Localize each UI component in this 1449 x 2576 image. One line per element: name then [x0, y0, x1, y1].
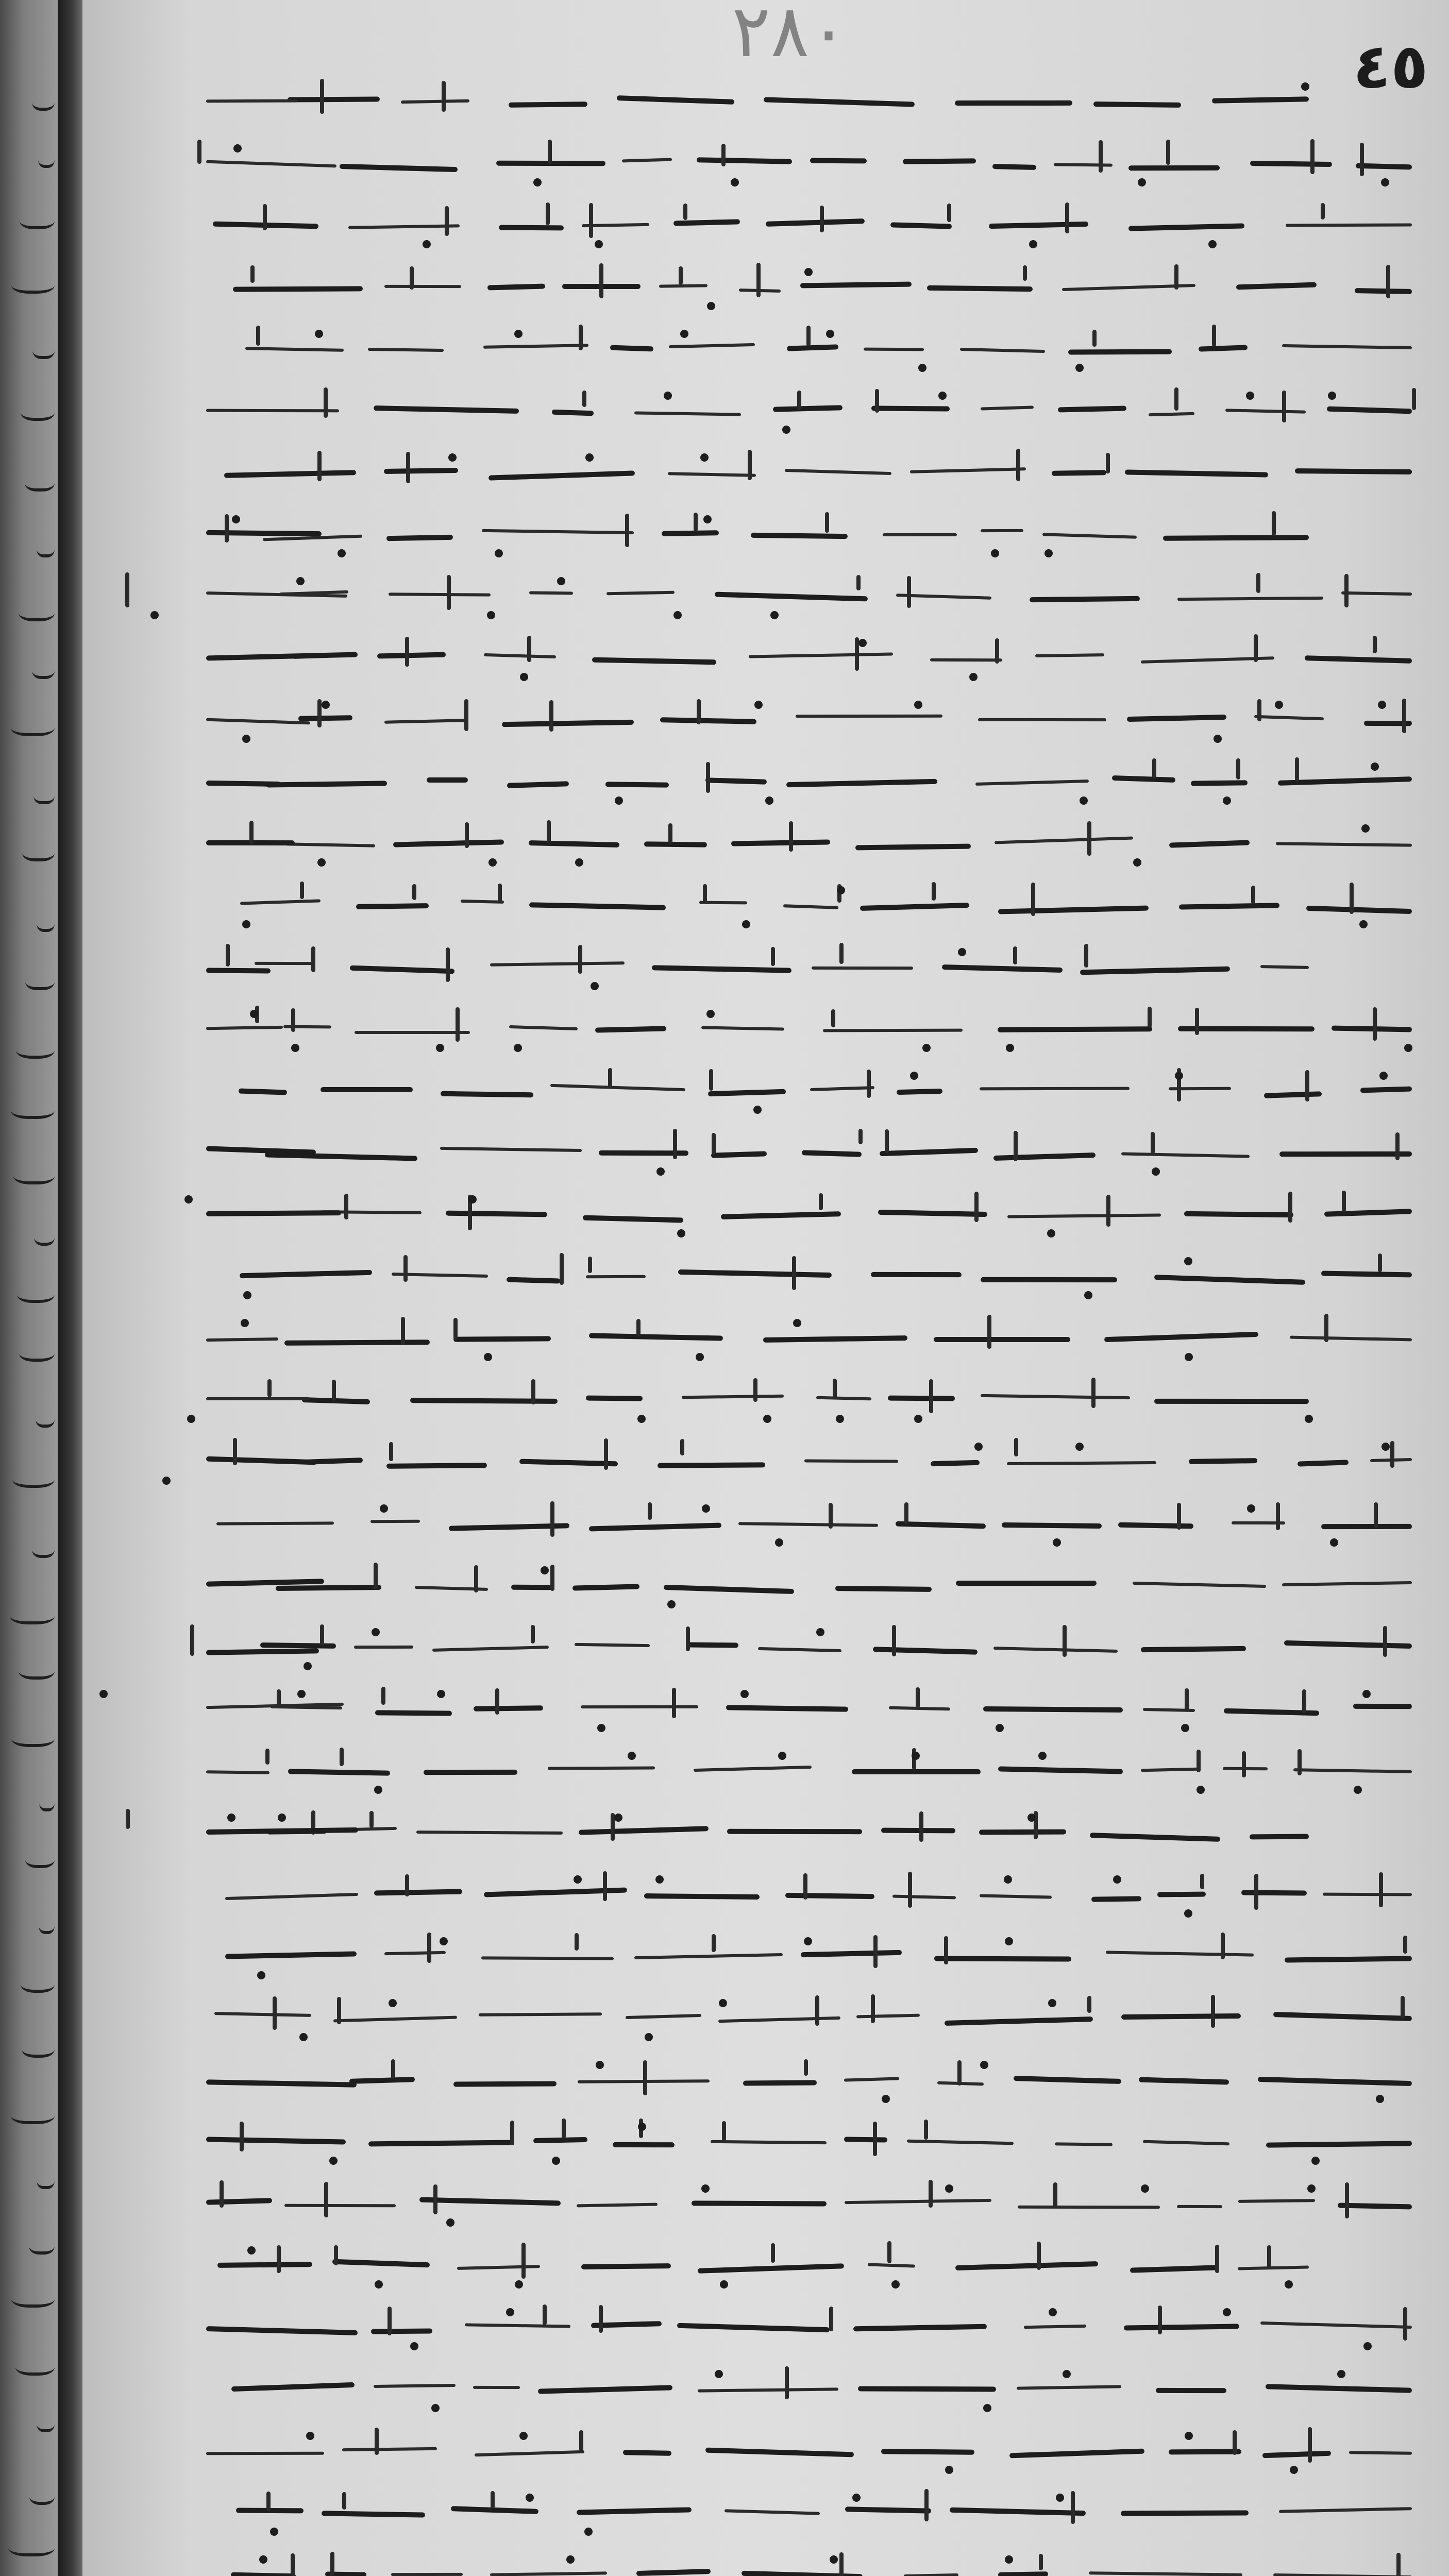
facing-page-text-fragment — [19, 1341, 55, 1362]
handwritten-line — [206, 2066, 1412, 2097]
handwritten-text-body — [206, 88, 1412, 2576]
facing-page-text-fragment — [29, 2234, 55, 2255]
handwritten-line — [206, 273, 1412, 304]
handwritten-line — [206, 1819, 1412, 1850]
handwritten-line — [206, 1757, 1412, 1788]
handwritten-line — [206, 1571, 1412, 1602]
facing-page-text-fragment — [20, 209, 55, 229]
handwritten-line — [206, 88, 1412, 118]
facing-page-text-fragment — [37, 2412, 55, 2432]
facing-page-text-fragment — [32, 1537, 55, 1558]
facing-page-text-fragment — [10, 1604, 55, 1624]
facing-page-text-fragment — [16, 1038, 55, 1059]
facing-page-text-fragment — [15, 2355, 55, 2376]
facing-page-text-fragment — [25, 970, 55, 990]
facing-page-text-fragment — [11, 273, 55, 294]
facing-page-text-fragment — [8, 2536, 55, 2556]
handwritten-line — [206, 2375, 1412, 2406]
book-spine — [58, 0, 82, 2576]
facing-page-text-fragment — [37, 2168, 55, 2189]
handwritten-line — [206, 1695, 1412, 1726]
handwritten-line — [206, 1510, 1412, 1540]
facing-page-text-fragment — [17, 1282, 55, 1303]
handwritten-line — [206, 459, 1412, 489]
facing-page-edge — [0, 0, 58, 2576]
handwritten-line — [206, 1633, 1412, 1664]
facing-page-text-fragment — [33, 784, 55, 804]
handwritten-line — [206, 2190, 1412, 2221]
handwritten-line — [206, 1200, 1412, 1231]
facing-page-text-fragment — [22, 2037, 55, 2058]
facing-page-text-fragment — [36, 1407, 55, 1428]
handwritten-line — [206, 582, 1412, 613]
handwritten-line — [206, 706, 1412, 737]
handwritten-line — [206, 1139, 1412, 1170]
facing-page-text-fragment — [34, 1225, 55, 1246]
facing-page-text-fragment — [29, 2484, 55, 2505]
facing-page-text-fragment — [32, 90, 55, 111]
facing-page-text-fragment — [19, 1659, 55, 1680]
manuscript-page — [82, 0, 1449, 2576]
handwritten-line — [206, 520, 1412, 551]
handwritten-line — [206, 644, 1412, 675]
handwritten-line — [206, 1262, 1412, 1293]
handwritten-line — [206, 2437, 1412, 2468]
handwritten-line — [206, 211, 1412, 242]
facing-page-text-fragment — [19, 601, 55, 621]
handwritten-line — [206, 953, 1412, 984]
handwritten-line — [206, 829, 1412, 860]
facing-page-text-fragment — [32, 658, 55, 679]
handwritten-line — [206, 149, 1412, 180]
handwritten-line — [206, 1386, 1412, 1417]
handwritten-line — [206, 1448, 1412, 1479]
handwritten-line — [206, 2251, 1412, 2282]
facing-page-text-fragment — [12, 1467, 55, 1488]
handwritten-line — [206, 1015, 1412, 1046]
page-number: ٤٥ — [1353, 31, 1428, 103]
facing-page-text-fragment — [37, 537, 55, 557]
facing-page-text-fragment — [13, 1164, 55, 1184]
facing-page-text-fragment — [39, 1791, 55, 1811]
facing-page-text-fragment — [37, 911, 55, 932]
handwritten-line — [206, 335, 1412, 366]
handwritten-line — [206, 1077, 1412, 1108]
handwritten-line — [206, 2561, 1412, 2576]
handwritten-line — [206, 1324, 1412, 1355]
facing-page-text-fragment — [11, 1726, 55, 1747]
handwritten-line — [206, 2499, 1412, 2530]
handwritten-line — [206, 397, 1412, 428]
facing-page-text-fragment — [32, 338, 55, 359]
folio-number: ٢٨٠ — [732, 0, 848, 74]
facing-page-text-fragment — [21, 1972, 55, 1993]
facing-page-text-fragment — [11, 2104, 55, 2124]
handwritten-line — [206, 2128, 1412, 2159]
handwritten-line — [206, 2004, 1412, 2035]
facing-page-text-fragment — [25, 1848, 55, 1868]
facing-page-text-fragment — [11, 2287, 55, 2308]
handwritten-line — [206, 2313, 1412, 2344]
facing-page-text-fragment — [11, 1098, 55, 1119]
facing-page-text-fragment — [21, 400, 55, 421]
handwritten-line — [206, 1880, 1412, 1911]
handwritten-line — [206, 768, 1412, 799]
facing-page-text-fragment — [25, 471, 55, 492]
facing-page-text-fragment — [38, 147, 55, 168]
facing-page-text-fragment — [39, 1913, 55, 1934]
facing-page-text-fragment — [22, 841, 55, 861]
facing-page-text-fragment — [11, 716, 55, 736]
handwritten-line — [206, 891, 1412, 922]
handwritten-line — [206, 1942, 1412, 1973]
